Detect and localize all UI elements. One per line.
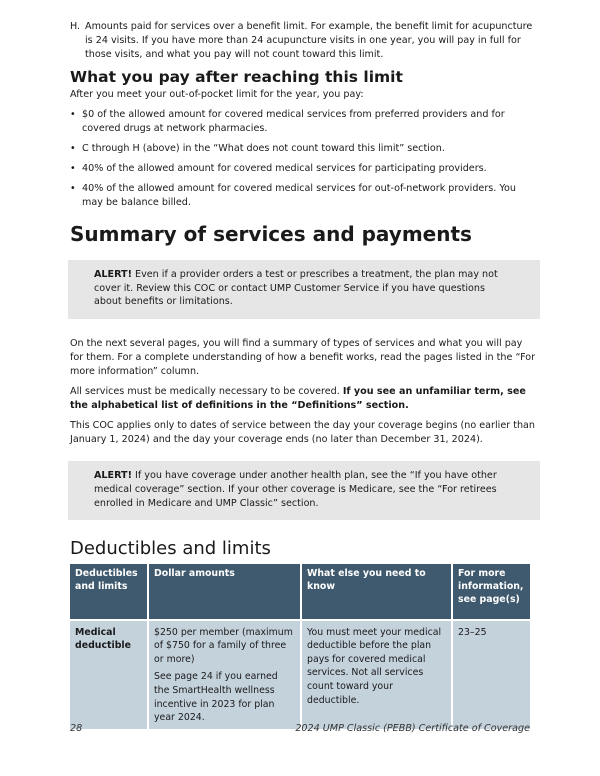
deductibles-table bbox=[70, 564, 530, 729]
list-item: • 40% of the allowed amount for covered medical services for out-of-network providers. You may be balance billed. bbox=[70, 182, 516, 208]
bullet-list bbox=[70, 108, 538, 209]
list-item: • $0 of the allowed amount for covered medical services from preferred providers and for covered drugs at network pharmacies. bbox=[70, 109, 505, 135]
section-heading: What you pay after reaching this limit bbox=[70, 67, 403, 86]
page-number: 28 bbox=[70, 723, 83, 734]
alert-box: ALERT! Even if a provider orders a test or prescribes a treatment, the plan may not cover it. Review this COC or contact UMP Customer Service if you have questions about benefits or limitations. bbox=[68, 260, 540, 320]
deductibles-heading: Deductibles and limits bbox=[70, 538, 271, 560]
list-item: • 40% of the allowed amount for covered medical services for participating providers. bbox=[70, 162, 487, 174]
paragraph: On the next several pages, you will find a summary of types of services and what you will pay for them. For a complete understanding of how a benefit works, read the pages listed in the “For more information” column. bbox=[70, 338, 536, 378]
page-content bbox=[70, 20, 538, 729]
list-item-h: H. Amounts paid for services over a benefit limit. For example, the benefit limit for acupuncture is 24 visits. If you have more than 24 acupuncture visits in one year, you will pay in full for those visits, and what you pay will not count toward this limit. bbox=[70, 21, 533, 60]
table-row: Medical deductible $250 per member (maximum of $750 for a family of three or more) See page 24 if you earned the SmartHealth wellness incentive in 2023 for plan year 2024. You must meet your medical deductible before the plan pays for covered medical services. Not all services count toward your deductible. 23–25 bbox=[70, 620, 530, 729]
summary-heading: Summary of services and payments bbox=[70, 221, 472, 246]
list-item: • C through H (above) in the “What does not count toward this limit” section. bbox=[70, 143, 445, 155]
paragraph: This COC applies only to dates of service between the day your coverage begins (no earlier than January 1, 2024) and the day your coverage ends (no later than December 31, 2024). bbox=[70, 419, 536, 445]
document-title: 2024 UMP Classic (PEBB) Certificate of Coverage bbox=[295, 723, 530, 734]
intro-text: After you meet your out-of-pocket limit for the year, you pay: bbox=[70, 89, 364, 101]
page-footer bbox=[70, 722, 530, 736]
paragraph: All services must be medically necessary to be covered. If you see an unfamiliar term, see the alphabetical list of definitions in the “Definitions” section. bbox=[70, 386, 526, 411]
alert-box: ALERT! If you have coverage under another health plan, see the “If you have other medical coverage” section. If your other coverage is Medicare, see the “For retirees enrolled in Medicare and UMP Classic” section. bbox=[68, 461, 540, 521]
table-header-row: Deductibles and limits Dollar amounts What else you need to know For more information, see page(s) bbox=[70, 564, 530, 619]
